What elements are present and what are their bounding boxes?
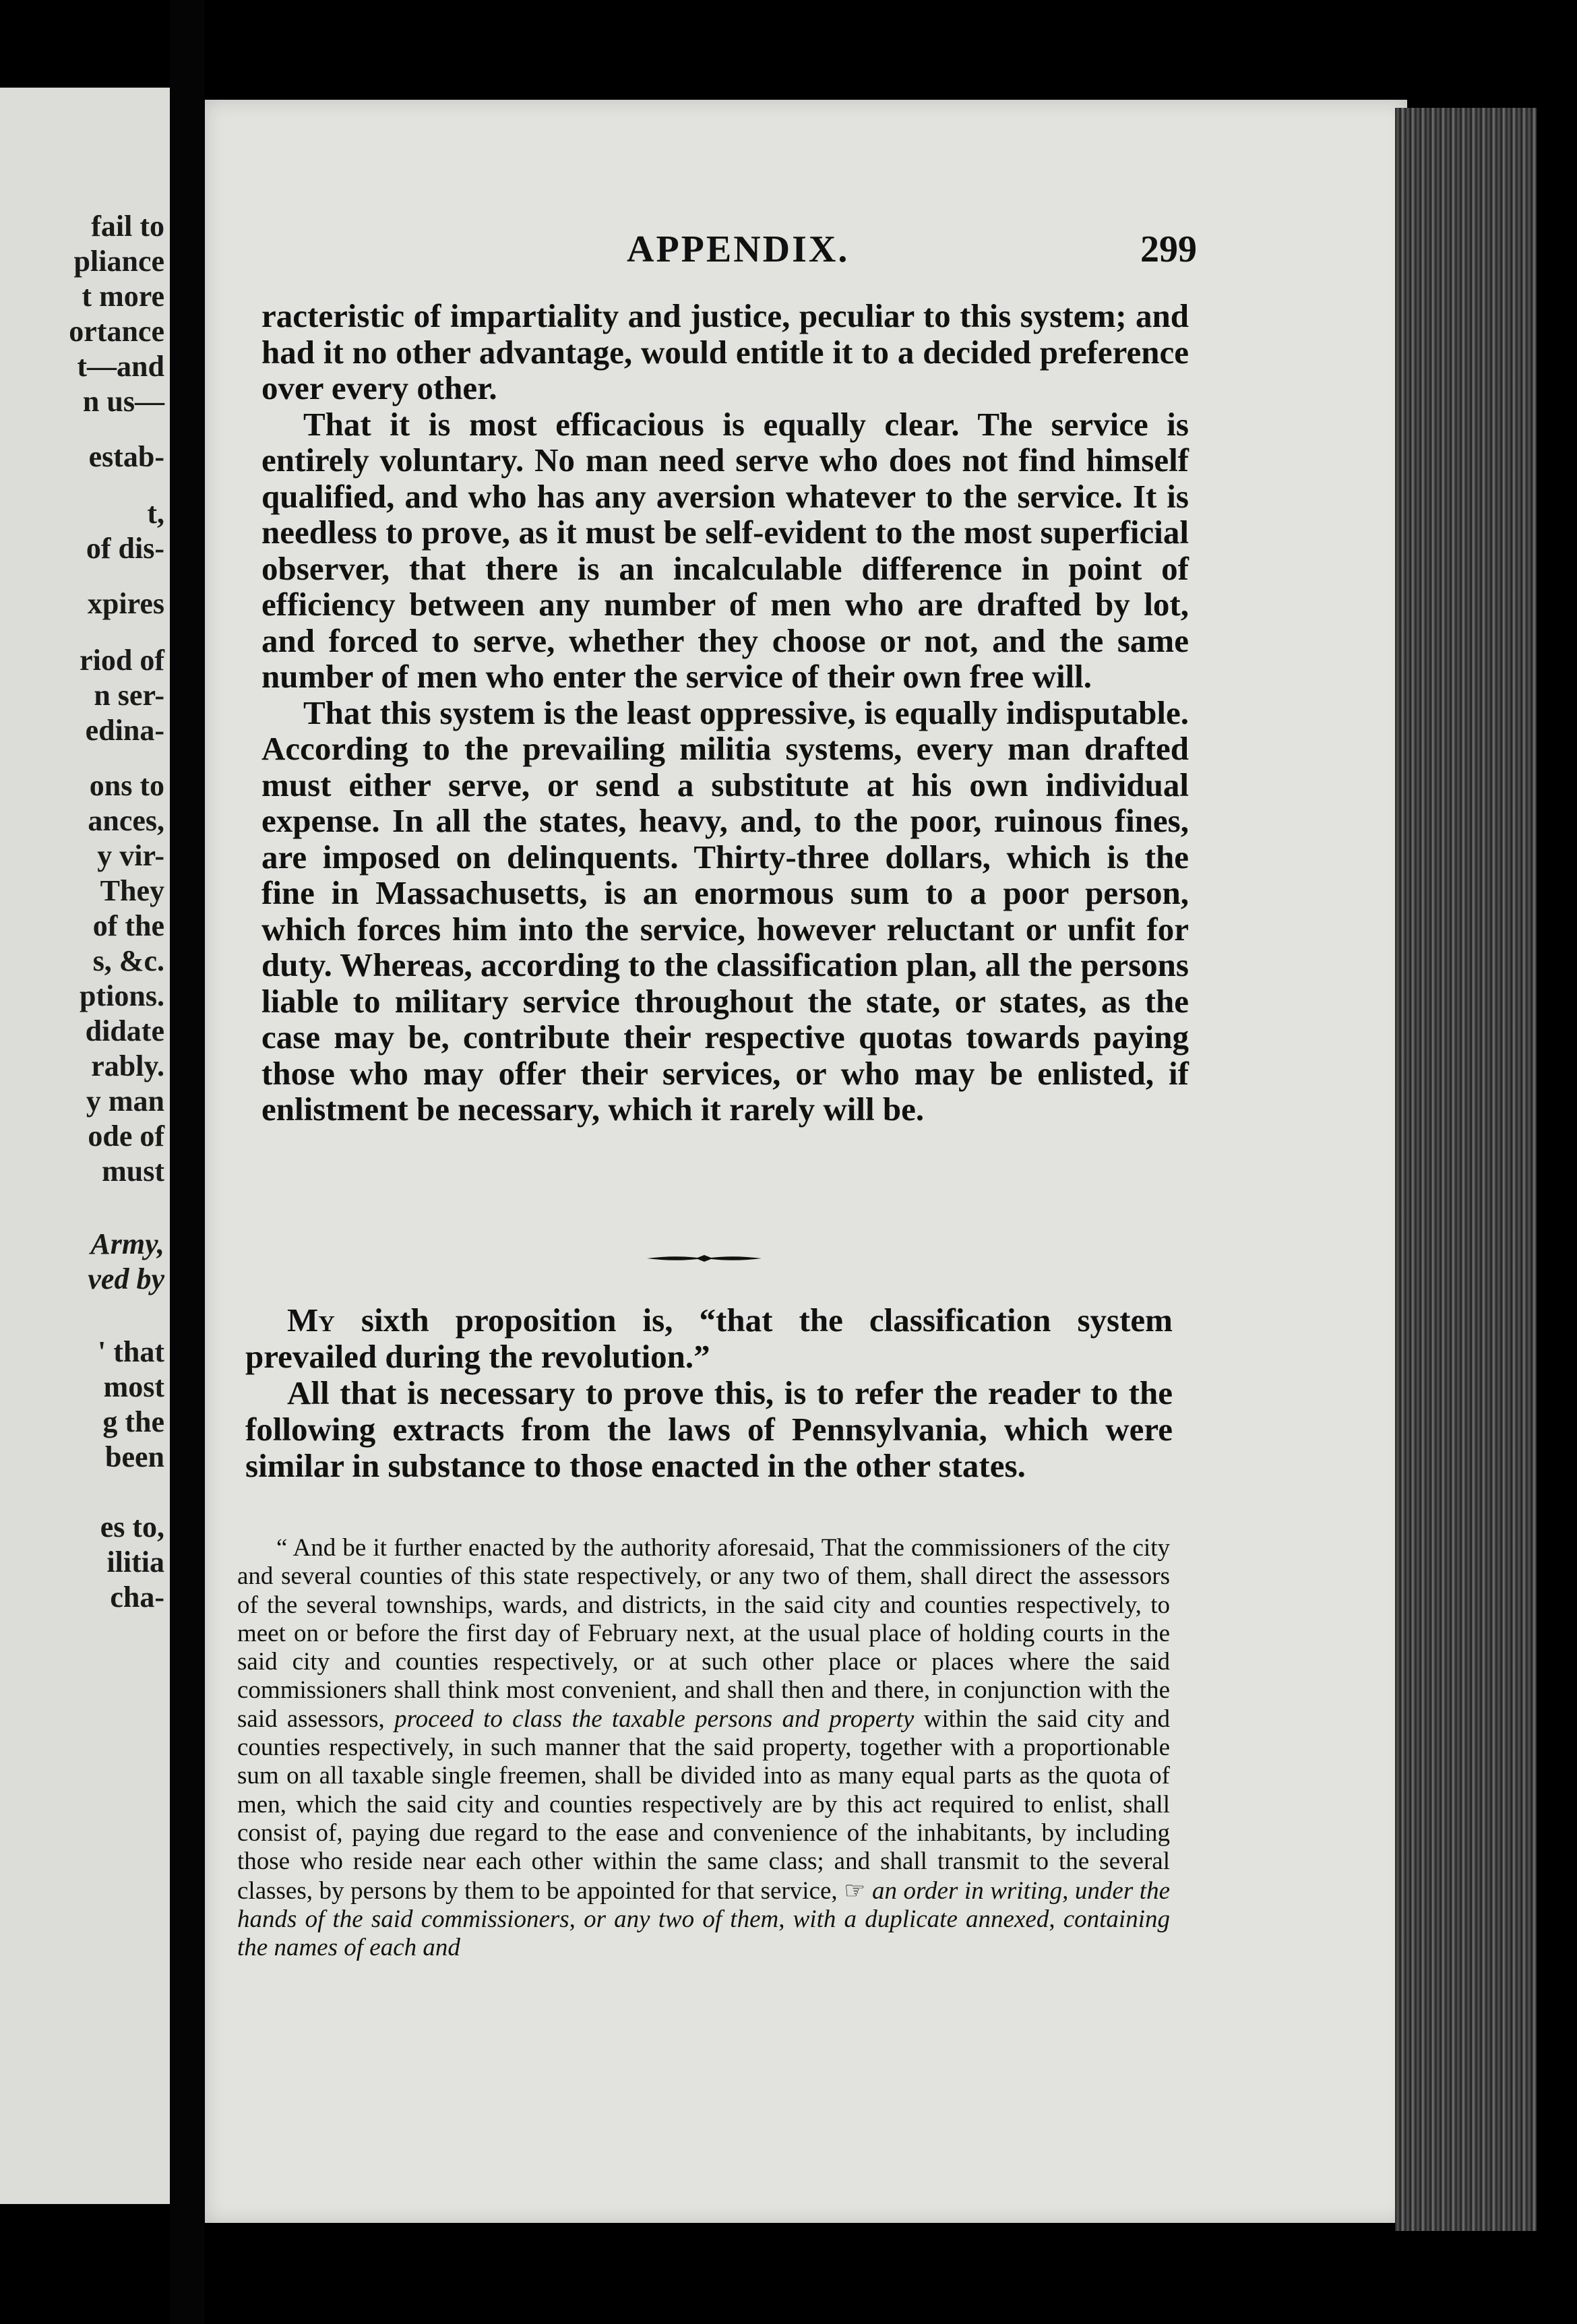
- paragraph-3: That this system is the least oppressive, is equally indisputable. According to the prevailing militia systems, every man drafted must either serve, or send a substitute at his own individual expense. In all the states, heavy, and, to the poor, ruinous fines, are imposed on delinquents. Thirty-three dollars, which is the fine in Massachusetts, is an enormous sum to a poor person, which forces him into the service, however reluctant or unfit for duty. Whereas, according to the classification plan, all the persons liable to military service throughout the state, or states, as the case may be, contribute their respective quotas towards paying those who may offer their services, or who may be enlisted, if enlistment be necessary, which it rarely will be.: [261, 694, 1189, 1128]
- left-page-fragment: xpires: [87, 587, 164, 620]
- left-page-fragment: must: [102, 1155, 164, 1188]
- body-text: [261, 298, 1189, 1128]
- left-page-fragment: g the: [102, 1405, 164, 1438]
- left-page-fragment: pliance: [73, 245, 164, 278]
- law-extract-paragraph: [237, 1534, 1170, 1962]
- left-page-fragment: y vir-: [97, 839, 164, 872]
- left-page-fragment: t more: [82, 280, 164, 313]
- paragraph-2: That it is most efficacious is equally clear. The service is entirely voluntary. No man need serve who does not find himself qualified, and who has any aversion whatever to the service. It is needless to prove, as it must be self-evident to the most superficial observer, that there is an incalculable difference in point of efficiency between any number of men who are drafted by lot, and forced to serve, whether they choose or not, and the same number of men who enter the service of their own free will.: [261, 405, 1189, 695]
- left-page-fragment: of the: [92, 909, 164, 942]
- law-text-italic-1: proceed to class the taxable persons and property: [394, 1705, 915, 1733]
- left-page-fragment: estab-: [88, 440, 164, 473]
- left-page-fragment: s, &c.: [92, 944, 164, 977]
- law-text-italic-2: an order in writing, under the hands of the said commissioners, or any two of them, with a duplicate annexed, containing the names of each and: [237, 1876, 1170, 1962]
- left-page-fragment: ' that: [98, 1335, 164, 1368]
- left-page-fragment: y man: [86, 1084, 164, 1118]
- left-page-fragment: of dis-: [86, 532, 164, 565]
- section-two-second-paragraph: All that is necessary to prove this, is to refer the reader to the following extracts from the laws of Pennsylvania, which were similar in substance to those enacted in the other states.: [245, 1374, 1173, 1484]
- left-page-fragment: Army,: [90, 1227, 164, 1260]
- section-two-first-rest: sixth proposition is, “that the classification system prevailed during the revolution.”: [245, 1302, 1173, 1375]
- page-number: 299: [1140, 228, 1197, 270]
- left-page-fragment: ons to: [89, 769, 164, 802]
- left-page-fragment: n us—: [82, 385, 164, 418]
- left-page-fragment: been: [105, 1440, 164, 1473]
- section-two: [245, 1302, 1173, 1484]
- left-page-fragment: ances,: [88, 804, 164, 837]
- law-extract: [237, 1534, 1170, 1962]
- left-page-fragment: cha-: [110, 1581, 164, 1614]
- left-page-fragment: edina-: [85, 714, 164, 747]
- book-gutter: [170, 0, 205, 2324]
- section-two-first-paragraph: [245, 1302, 1173, 1375]
- facing-page-left: [0, 88, 170, 2204]
- left-page-fragment: most: [103, 1370, 164, 1403]
- left-page-fragment: t—and: [77, 350, 164, 383]
- ornament-divider: [647, 1254, 762, 1263]
- left-page-fragment: ilitia: [106, 1546, 164, 1579]
- left-page-fragment: fail to: [91, 210, 164, 243]
- left-page-fragment: t,: [147, 497, 164, 530]
- law-text-part-2: within the said city and counties respectively, in such manner that the said property, together with a proportionable sum on all taxable single freemen, shall be divided into as many equal parts as the quota of men, which the said city and counties respectively are by this act required to enlist, shall consist of, paying due regard to the ease and convenience of the inhabitants, by including those who reside near each other within the same class; and shall transmit to the several classes, by persons by them to be appointed for that service,: [237, 1705, 1170, 1905]
- left-page-fragment: n ser-: [94, 679, 164, 712]
- left-page-fragment: riod of: [80, 644, 164, 677]
- page-edges: [1395, 108, 1537, 2231]
- running-head: APPENDIX.: [627, 228, 850, 270]
- left-page-fragment: es to,: [100, 1510, 164, 1543]
- paragraph-1: racteristic of impartiality and justice, peculiar to this system; and had it no other advantage, would entitle it to a decided preference over every other.: [261, 297, 1189, 406]
- pointing-hand-icon: ☞: [844, 1876, 866, 1904]
- left-page-fragment: ortance: [69, 315, 164, 348]
- law-text-part-1: “ And be it further enacted by the authority aforesaid, That the commissioners of the city and several counties of this state respectively, or any two of them, shall direct the assessors of the several townships, wards, and districts, in the said city and counties respectively, to meet on or before the first day of February next, at the usual place of holding courts in the said city and counties respectively, or at such other place or places where the said commissioners shall think most convenient, and shall then and there, in conjunction with the said assessors,: [237, 1534, 1170, 1733]
- left-page-fragment: ptions.: [80, 979, 164, 1012]
- left-page-fragment: They: [100, 874, 164, 907]
- left-page-fragment: rably.: [91, 1049, 164, 1082]
- lead-word: My: [287, 1302, 335, 1339]
- left-page-fragment: ode of: [88, 1120, 164, 1153]
- left-page-fragment: didate: [85, 1014, 164, 1047]
- left-page-fragment: ved by: [88, 1262, 164, 1295]
